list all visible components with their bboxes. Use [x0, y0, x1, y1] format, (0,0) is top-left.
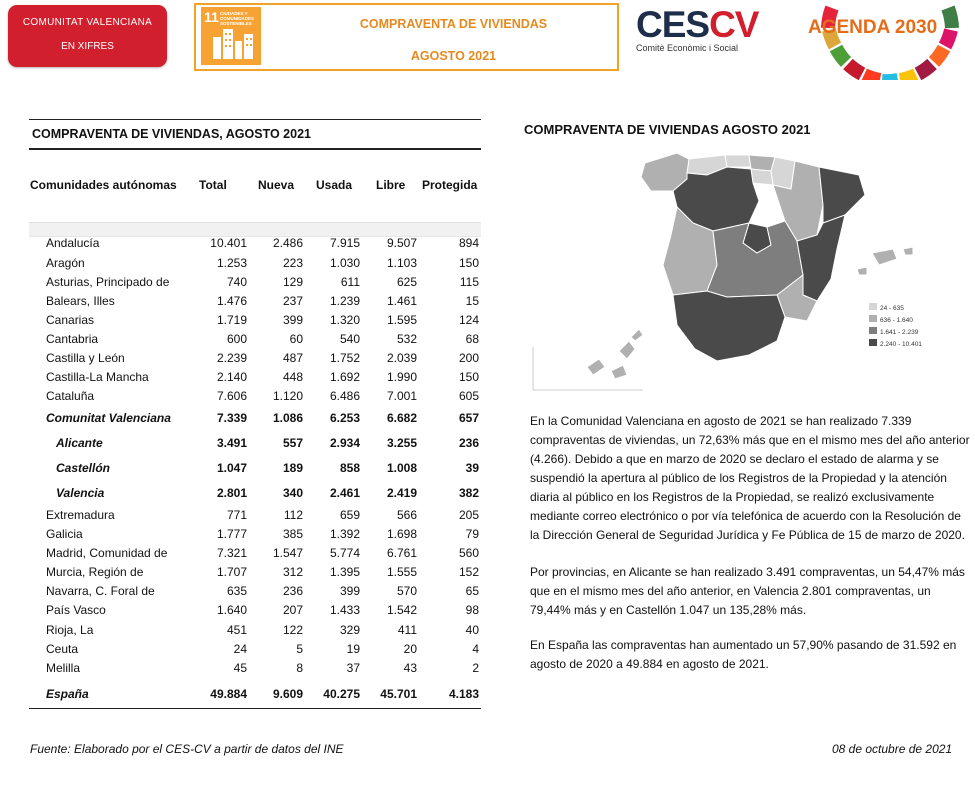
cell-libre: 411 — [397, 623, 417, 637]
row-name: Valencia — [56, 486, 105, 500]
legend-label-1: 24 - 635 — [880, 305, 904, 312]
report-title-box — [194, 3, 619, 71]
table-row — [0, 256, 490, 272]
cell-usada: 7.915 — [329, 236, 360, 250]
cell-libre: 1.103 — [386, 256, 417, 270]
region-baleares-menorca — [903, 247, 913, 255]
comunitat-valenciana-badge — [8, 5, 167, 67]
text-line: agosto de 2020 a 49.884 en agosto de 2021. — [530, 657, 769, 671]
cell-nueva: 312 — [282, 565, 303, 579]
cell-libre: 570 — [396, 584, 417, 598]
title-line2: AGOSTO 2021 — [410, 49, 497, 63]
map-title: COMPRAVENTA DE VIVIENDAS AGOSTO 2021 — [524, 122, 811, 137]
row-name: Balears, Illes — [46, 294, 115, 308]
cell-protegida: 150 — [458, 256, 479, 270]
cell-nueva: 112 — [283, 508, 303, 522]
row-name: Cantabria — [46, 332, 99, 346]
agenda-2030-logo — [800, 0, 975, 80]
text-line: Por provincias, en Alicante se han realizado 3.491 compraventas, un 54,47% más — [530, 565, 965, 579]
cell-libre: 1.698 — [386, 527, 417, 541]
cell-nueva: 557 — [282, 436, 303, 450]
cell-total: 7.606 — [216, 389, 247, 403]
row-name: Asturias, Principado de — [46, 275, 170, 289]
col-header-libre: Libre — [376, 178, 406, 192]
cell-protegida: 124 — [458, 313, 479, 327]
cell-protegida: 40 — [465, 623, 479, 637]
cell-protegida: 15 — [465, 294, 479, 308]
cell-protegida: 382 — [458, 486, 479, 500]
text-line: compraventas de viviendas, un 72,63% más que en el mismo mes del año anterior — [530, 433, 970, 447]
cescv-ces: CES — [636, 4, 710, 45]
row-name: Castilla y León — [46, 351, 125, 365]
text-line: que en el mismo mes del año anterior, en Valencia 2.801 compraventas, un — [530, 584, 931, 598]
cescv-subtitle: Comitè Econòmic i Social — [636, 43, 739, 53]
row-name: Melilla — [46, 661, 81, 675]
text-line: En España las compraventas han aumentado un 57,90% pasando de 31.592 en — [530, 638, 957, 652]
cell-usada: 1.320 — [329, 313, 360, 327]
cell-libre: 1.990 — [386, 370, 417, 384]
cell-libre: 20 — [403, 642, 417, 656]
region-cataluna — [819, 167, 865, 223]
cell-total: 1.476 — [216, 294, 247, 308]
table-bottom-rule — [29, 708, 481, 709]
col-header-total: Total — [199, 178, 227, 192]
cell-total: 3.491 — [216, 436, 247, 450]
row-name: Canarias — [46, 313, 95, 327]
sdg-wheel-icon — [800, 0, 975, 80]
region-rioja — [751, 169, 773, 185]
cell-protegida: 894 — [458, 236, 479, 250]
cell-protegida: 79 — [465, 527, 479, 541]
row-name: Castilla-La Mancha — [46, 370, 149, 384]
cell-nueva: 448 — [282, 370, 303, 384]
cell-nueva: 2.486 — [272, 236, 303, 250]
cell-protegida: 4.183 — [448, 687, 479, 701]
row-name: Aragón — [46, 256, 85, 270]
cell-total: 635 — [226, 584, 247, 598]
cell-total: 1.777 — [216, 527, 247, 541]
cell-libre: 1.461 — [386, 294, 417, 308]
badge-line2: EN XIFRES — [61, 41, 114, 52]
cell-libre: 1.542 — [386, 603, 417, 617]
table-spacer-band — [29, 222, 481, 237]
cell-protegida: 605 — [458, 389, 479, 403]
cell-libre: 625 — [396, 275, 417, 289]
table-title-rule — [29, 148, 481, 150]
table-top-rule — [29, 119, 481, 120]
table-row — [0, 642, 490, 658]
cell-usada: 6.486 — [329, 389, 360, 403]
legend-label-3: 1.641 - 2.239 — [880, 329, 919, 336]
cell-nueva: 5 — [296, 642, 303, 656]
cell-protegida: 205 — [458, 508, 479, 522]
table-row — [0, 275, 490, 291]
cell-total: 45 — [233, 661, 247, 675]
text-line: 79,44% más y en Castellón 1.047 un 135,28% más. — [530, 603, 807, 617]
cell-protegida: 152 — [458, 565, 479, 579]
cell-libre: 2.419 — [386, 486, 417, 500]
cell-protegida: 200 — [458, 351, 479, 365]
cell-nueva: 189 — [282, 461, 303, 475]
region-pais-vasco — [749, 155, 775, 171]
cell-protegida: 236 — [458, 436, 479, 450]
table-row — [0, 389, 490, 405]
row-name: Madrid, Comunidad de — [46, 546, 168, 560]
cell-protegida: 98 — [465, 603, 479, 617]
title-line1: COMPRAVENTA DE VIVIENDAS — [359, 17, 548, 31]
cell-usada: 1.433 — [329, 603, 360, 617]
cell-total: 7.339 — [216, 411, 247, 425]
legend-swatch-2 — [869, 315, 877, 322]
table-title: COMPRAVENTA DE VIVIENDAS, AGOSTO 2021 — [32, 127, 311, 141]
cell-usada: 2.934 — [329, 436, 360, 450]
cell-nueva: 8 — [296, 661, 303, 675]
cell-nueva: 236 — [282, 584, 303, 598]
sdg-text: CIUDADES Y COMUNIDADES SOSTENIBLES — [220, 11, 255, 26]
cell-total: 1.253 — [216, 256, 247, 270]
col-header-protegida: Protegida — [422, 178, 478, 192]
table-row — [0, 486, 490, 502]
col-header-nueva: Nueva — [258, 178, 295, 192]
cell-protegida: 150 — [458, 370, 479, 384]
cell-nueva: 385 — [282, 527, 303, 541]
region-canarias-fuerteventura — [619, 341, 635, 359]
cell-libre: 566 — [396, 508, 417, 522]
cell-nueva: 1.120 — [272, 389, 303, 403]
cell-protegida: 2 — [472, 661, 479, 675]
cell-usada: 19 — [346, 642, 360, 656]
cell-nueva: 129 — [282, 275, 303, 289]
row-name: Murcia, Región de — [46, 565, 144, 579]
region-baleares — [872, 249, 897, 265]
paragraph-provincias — [530, 563, 975, 620]
cell-usada: 399 — [339, 584, 360, 598]
table-row — [0, 351, 490, 367]
sdg-11-icon — [201, 7, 261, 65]
cell-usada: 6.253 — [329, 411, 360, 425]
region-andalucia — [673, 291, 785, 361]
cell-usada: 540 — [339, 332, 360, 346]
text-line: En la Comunidad Valenciana en agosto de 2021 se han realizado 7.339 — [530, 414, 912, 428]
region-canarias-lanzarote — [631, 329, 643, 341]
table-row — [0, 236, 490, 252]
cell-libre: 6.682 — [386, 411, 417, 425]
legend-label-4: 2.240 - 10.401 — [880, 341, 922, 348]
cell-total: 2.140 — [216, 370, 247, 384]
cell-usada: 1.692 — [329, 370, 360, 384]
cell-usada: 5.774 — [329, 546, 360, 560]
cell-total: 24 — [233, 642, 247, 656]
cell-usada: 858 — [339, 461, 360, 475]
cell-libre: 1.008 — [386, 461, 417, 475]
cell-libre: 6.761 — [386, 546, 417, 560]
cell-nueva: 237 — [282, 294, 303, 308]
cell-usada: 329 — [339, 623, 360, 637]
cell-libre: 3.255 — [386, 436, 417, 450]
cell-protegida: 65 — [465, 584, 479, 598]
cell-total: 740 — [226, 275, 247, 289]
cell-nueva: 122 — [282, 623, 303, 637]
table-row — [0, 411, 490, 427]
text-line: (4.266). Debido a que en marzo de 2020 se declaro el estado de alarma y se — [530, 452, 939, 466]
footer-source: Fuente: Elaborado por el CES-CV a partir de datos del INE — [30, 742, 344, 756]
col-header-comunidades: Comunidades autónomas — [30, 178, 177, 192]
cell-total: 7.321 — [216, 546, 247, 560]
row-name: Cataluña — [46, 389, 95, 403]
cell-usada: 37 — [346, 661, 360, 675]
cell-usada: 1.239 — [329, 294, 360, 308]
text-line: la Dirección General de Seguridad Jurídica y Fe Pública de 15 de marzo de 2020. — [530, 528, 965, 542]
cell-nueva: 1.086 — [272, 411, 303, 425]
cell-protegida: 115 — [459, 275, 479, 289]
table-row — [0, 565, 490, 581]
cell-libre: 1.595 — [386, 313, 417, 327]
cell-total: 1.047 — [216, 461, 247, 475]
cell-libre: 532 — [396, 332, 417, 346]
cell-nueva: 487 — [282, 351, 303, 365]
cell-usada: 1.392 — [329, 527, 360, 541]
cell-protegida: 4 — [472, 642, 479, 656]
cell-libre: 9.507 — [386, 236, 417, 250]
paragraph-valencia — [530, 412, 975, 545]
cell-usada: 1.752 — [329, 351, 360, 365]
cell-total: 10.401 — [210, 236, 247, 250]
cell-usada: 40.275 — [323, 687, 360, 701]
cell-nueva: 60 — [289, 332, 303, 346]
cell-protegida: 68 — [465, 332, 479, 346]
row-name: Comunitat Valenciana — [46, 411, 171, 425]
region-baleares-ibiza — [857, 267, 867, 275]
paragraph-espana — [530, 636, 975, 674]
cell-nueva: 399 — [282, 313, 303, 327]
cell-usada: 611 — [340, 275, 360, 289]
table-row — [0, 461, 490, 477]
cell-total: 2.239 — [216, 351, 247, 365]
cell-protegida: 560 — [458, 546, 479, 560]
footer-date: 08 de octubre de 2021 — [832, 742, 953, 756]
cell-nueva: 207 — [282, 603, 303, 617]
table-row — [0, 584, 490, 600]
cell-protegida: 39 — [465, 461, 479, 475]
cescv-logo — [636, 4, 759, 63]
cell-usada: 659 — [339, 508, 360, 522]
cell-total: 49.884 — [210, 687, 247, 701]
region-cantabria — [725, 155, 751, 167]
agenda-text: AGENDA 2030 — [808, 17, 938, 38]
cell-protegida: 657 — [458, 411, 479, 425]
cell-libre: 45.701 — [380, 687, 417, 701]
table-row — [0, 527, 490, 543]
cell-total: 1.707 — [216, 565, 247, 579]
row-name: Castellón — [56, 461, 111, 475]
table-row — [0, 603, 490, 619]
table-row — [0, 332, 490, 348]
text-line: mediante correo electrónico o por vía telefónica de acuerdo con la Resolución de — [530, 509, 961, 523]
table-row — [0, 661, 490, 677]
row-name: País Vasco — [46, 603, 106, 617]
sdg-number: 11 — [204, 9, 219, 25]
row-name: Alicante — [56, 436, 103, 450]
cescv-cv: CV — [709, 4, 759, 45]
table-row — [0, 508, 490, 524]
text-line: diaria al público en los Registros de la Propiedad, se realizó exclusivamente — [530, 490, 935, 504]
cell-usada: 2.461 — [329, 486, 360, 500]
cell-libre: 1.555 — [386, 565, 417, 579]
row-name: Navarra, C. Foral de — [46, 584, 155, 598]
table-row — [0, 623, 490, 639]
cell-total: 2.801 — [216, 486, 247, 500]
row-name: Galicia — [46, 527, 83, 541]
cell-usada: 1.395 — [329, 565, 360, 579]
legend-swatch-3 — [869, 327, 877, 334]
region-canarias-tenerife — [611, 365, 627, 379]
cell-total: 600 — [226, 332, 247, 346]
cell-total: 1.640 — [216, 603, 247, 617]
cell-total: 451 — [226, 623, 247, 637]
cell-libre: 2.039 — [386, 351, 417, 365]
cell-nueva: 1.547 — [272, 546, 303, 560]
cell-libre: 43 — [403, 661, 417, 675]
city-buildings-icon — [201, 7, 261, 65]
table-row — [0, 687, 490, 703]
table-row — [0, 546, 490, 562]
legend-swatch-4 — [869, 339, 877, 346]
row-name: Andalucía — [46, 236, 100, 250]
badge-line1: COMUNITAT VALENCIANA — [22, 17, 153, 28]
table-row — [0, 370, 490, 386]
region-canarias — [587, 359, 605, 375]
row-name: España — [46, 687, 89, 701]
cell-usada: 1.030 — [329, 256, 360, 270]
row-name: Extremadura — [46, 508, 115, 522]
table-row — [0, 294, 490, 310]
cell-nueva: 340 — [282, 486, 303, 500]
text-line: suspendió la apertura al público de los Registros de la Propiedad y la atención — [530, 471, 947, 485]
row-name: Ceuta — [46, 642, 79, 656]
cell-nueva: 9.609 — [272, 687, 303, 701]
cell-total: 771 — [226, 508, 247, 522]
row-name: Rioja, La — [46, 623, 94, 637]
table-row — [0, 436, 490, 452]
table-row — [0, 313, 490, 329]
col-header-usada: Usada — [316, 178, 353, 192]
spain-choropleth-map — [527, 145, 975, 395]
cell-nueva: 223 — [282, 256, 303, 270]
legend-label-2: 636 - 1.640 — [880, 317, 913, 324]
cell-total: 1.719 — [216, 313, 247, 327]
legend-swatch-1 — [869, 303, 877, 310]
cell-libre: 7.001 — [386, 389, 417, 403]
